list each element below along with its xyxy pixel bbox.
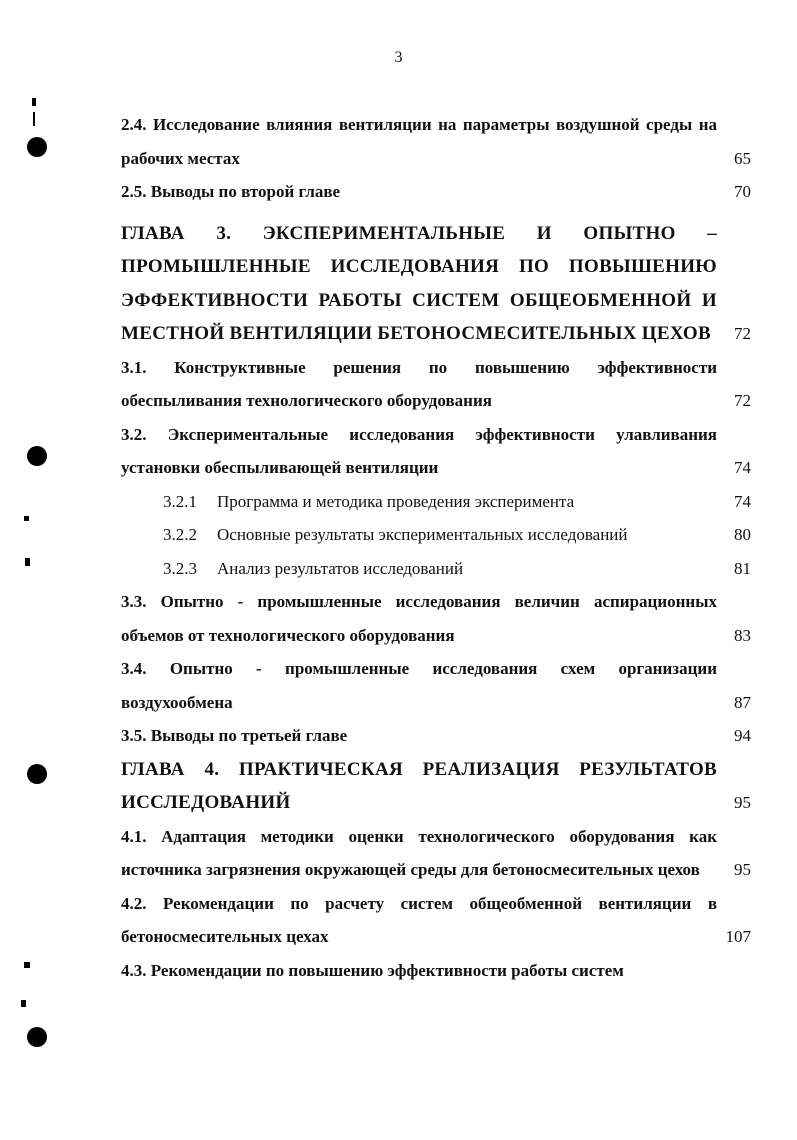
- binder-hole-mark: [27, 764, 47, 784]
- toc-entry-4-1[interactable]: [121, 820, 757, 887]
- scan-speck: [24, 516, 29, 521]
- toc-entry-3-4[interactable]: [121, 652, 757, 719]
- toc-page: 83: [734, 625, 751, 645]
- page-number: 3: [394, 49, 403, 66]
- toc-chapter-3[interactable]: [121, 217, 757, 351]
- toc-page: 107: [725, 927, 751, 946]
- toc-entry-2-5[interactable]: [121, 175, 757, 209]
- toc-chapter-4[interactable]: [121, 753, 757, 820]
- toc-title: 3.4. Опытно - промышленные исследования схем организации воздухообмена: [121, 659, 717, 712]
- toc-page: 95: [734, 793, 751, 812]
- toc-page: 65: [734, 148, 751, 168]
- toc-entry-3-2-2[interactable]: [121, 518, 757, 552]
- toc-entry-3-1[interactable]: [121, 351, 757, 418]
- scan-speck: [21, 1000, 26, 1007]
- toc-page: 81: [734, 558, 751, 578]
- scan-speck: [24, 962, 30, 968]
- toc-title: Программа и методика проведения эксперимента: [217, 491, 575, 511]
- toc-entry-4-3[interactable]: [121, 954, 757, 988]
- toc-title: 3.1. Конструктивные решения по повышению эффективности обеспыливания технологического оборудования: [121, 357, 717, 410]
- toc-number: 3.2.2: [163, 525, 197, 544]
- toc-title: ГЛАВА 4. ПРАКТИЧЕСКАЯ РЕАЛИЗАЦИЯ РЕЗУЛЬТАТОВ ИССЛЕДОВАНИЙ: [121, 758, 717, 813]
- toc-page: 72: [734, 324, 751, 343]
- table-of-contents: [121, 108, 757, 987]
- toc-number: 3.2.1: [163, 491, 197, 511]
- toc-page: 94: [734, 726, 751, 745]
- toc-entry-3-2[interactable]: [121, 418, 757, 485]
- toc-page: 72: [734, 391, 751, 410]
- toc-page: 70: [734, 182, 751, 201]
- toc-title: 2.5. Выводы по второй главе: [121, 182, 341, 201]
- toc-entry-3-2-3[interactable]: [121, 552, 757, 586]
- toc-title: Анализ результатов исследований: [217, 558, 464, 578]
- toc-page: 95: [734, 860, 751, 879]
- scan-speck: [33, 112, 35, 126]
- toc-title: ГЛАВА 3. ЭКСПЕРИМЕНТАЛЬНЫЕ И ОПЫТНО – ПРОМЫШЛЕННЫЕ ИССЛЕДОВАНИЯ ПО ПОВЫШЕНИЮ ЭФФЕКТИВНОСТИ РАБОТЫ СИСТЕМ ОБЩЕОБМЕННОЙ И МЕСТНОЙ ВЕНТИЛЯЦИИ БЕТОНОСМЕСИТЕЛЬНЫХ ЦЕХОВ: [121, 222, 717, 344]
- toc-title: Основные результаты экспериментальных исследований: [217, 525, 628, 544]
- toc-title: 3.2. Экспериментальные исследования эффективности улавливания установки обеспыливающей вентиляции: [121, 424, 717, 477]
- toc-page: 80: [734, 525, 751, 544]
- toc-page: 74: [734, 458, 751, 477]
- binder-hole-mark: [27, 446, 47, 466]
- toc-title: 3.3. Опытно - промышленные исследования величин аспирационных объемов от технологического оборудования: [121, 592, 717, 645]
- toc-title: 3.5. Выводы по третьей главе: [121, 726, 348, 745]
- scan-speck: [32, 98, 36, 106]
- toc-entry-2-4[interactable]: [121, 108, 757, 175]
- toc-page: 87: [734, 692, 751, 712]
- toc-page: 74: [734, 491, 751, 511]
- toc-entry-3-5[interactable]: [121, 719, 757, 753]
- toc-title: 4.1. Адаптация методики оценки технологического оборудования как источника загрязнения окружающей среды для бетоносмесительных цехов: [121, 826, 717, 879]
- toc-title: 2.4. Исследование влияния вентиляции на параметры воздушной среды на рабочих местах: [121, 115, 717, 168]
- toc-entry-4-2[interactable]: [121, 887, 757, 954]
- binder-hole-mark: [27, 1027, 47, 1047]
- toc-number: 3.2.3: [163, 558, 197, 578]
- toc-entry-3-3[interactable]: [121, 585, 757, 652]
- binder-hole-mark: [27, 137, 47, 157]
- toc-entry-3-2-1[interactable]: [121, 485, 757, 519]
- scan-speck: [25, 558, 30, 566]
- toc-title: 4.3. Рекомендации по повышению эффективности работы систем: [121, 960, 624, 980]
- toc-title: 4.2. Рекомендации по расчету систем общеобменной вентиляции в бетоносмесительных цехах: [121, 893, 717, 946]
